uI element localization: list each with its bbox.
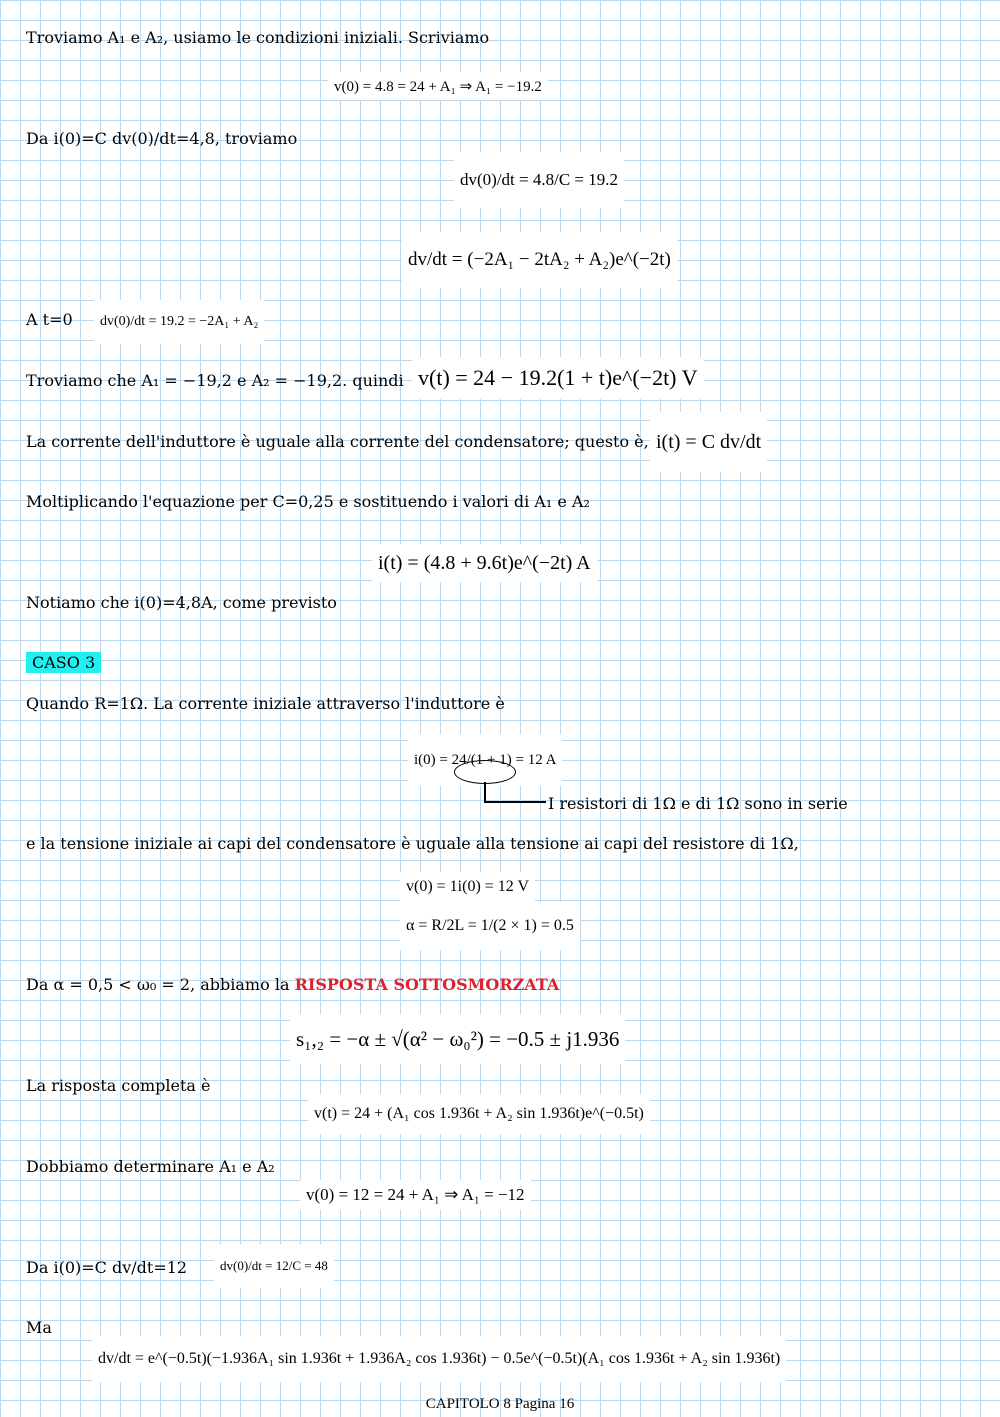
case-highlight: CASO 3 <box>26 652 101 673</box>
text-p13: Da i(0)=C dv/dt=12 <box>26 1258 188 1277</box>
equation-v0-12: v(0) = 1i(0) = 12 V <box>400 872 535 902</box>
equation-alpha: α = R/2L = 1/(2 × 1) = 0.5 <box>400 902 580 950</box>
equation-vt-solution: v(t) = 24 − 19.2(1 + t)e^(−2t) V <box>412 357 704 399</box>
text-ma: Ma <box>26 1318 52 1337</box>
text-p8: Quando R=1Ω. La corrente iniziale attraverso l'induttore è <box>26 694 505 713</box>
text-p7: Notiamo che i(0)=4,8A, come previsto <box>26 593 337 612</box>
equation-dvdt-underdamped: dv/dt = e^(−0.5t)(−1.936A₁ sin 1.936t + 1.936A₂ cos 1.936t) − 0.5e^(−0.5t)(A₁ cos 1.936t + A₂ sin 1.936t) <box>92 1336 786 1382</box>
ellipse-mark <box>454 760 516 784</box>
equation-i0: i(0) = 24/(1 + 1) = 12 A <box>408 734 562 786</box>
text-p2: Da i(0)=C dv(0)/dt=4,8, troviamo <box>26 129 298 148</box>
equation-dv-dt: dv/dt = (−2A₁ − 2tA₂ + A₂)e^(−2t) <box>402 232 677 288</box>
annotation-series: I resistori di 1Ω e di 1Ω sono in serie <box>548 794 848 813</box>
text-p12: Dobbiamo determinare A₁ e A₂ <box>26 1157 275 1176</box>
connector-vertical <box>484 782 486 802</box>
risposta-sottosmorzata: RISPOSTA SOTTOSMORZATA <box>294 975 560 994</box>
text-p4: Troviamo che A₁ = −19,2 e A₂ = −19,2. quindi <box>26 371 404 390</box>
equation-dv0-dt: dv(0)/dt = 4.8/C = 19.2 <box>454 152 624 208</box>
text-at-t0: A t=0 <box>26 310 73 329</box>
equation-t0: dv(0)/dt = 19.2 = −2A₁ + A₂ <box>94 300 264 344</box>
equation-v0: v(0) = 4.8 = 24 + A₁ ⇒ A₁ = −19.2 <box>328 72 548 100</box>
text-p5: La corrente dell'induttore è uguale alla corrente del condensatore; questo è, <box>26 432 649 451</box>
equation-vt-complete: v(t) = 24 + (A₁ cos 1.936t + A₂ sin 1.936t)e^(−0.5t) <box>308 1094 650 1134</box>
equation-v0-a1: v(0) = 12 = 24 + A₁ ⇒ A₁ = −12 <box>300 1180 531 1210</box>
text-p6: Moltiplicando l'equazione per C=0,25 e sostituendo i valori di A₁ e A₂ <box>26 492 590 511</box>
equation-it-c-dvdt: i(t) = C dv/dt <box>650 412 767 472</box>
equation-roots: s₁,₂ = −α ± √(α² − ω₀²) = −0.5 ± j1.936 <box>290 1014 625 1064</box>
text-p10-prefix: Da α = 0,5 < ω₀ = 2, abbiamo la <box>26 975 295 994</box>
connector-horizontal <box>484 801 546 803</box>
equation-dv0-48: dv(0)/dt = 12/C = 48 <box>214 1244 334 1288</box>
text-p9: e la tensione iniziale ai capi del condensatore è uguale alla tensione ai capi del resistore di 1Ω, <box>26 834 799 853</box>
equation-it-result: i(t) = (4.8 + 9.6t)e^(−2t) A <box>372 544 597 582</box>
page-footer: CAPITOLO 8 Pagina 16 <box>425 1396 575 1412</box>
text-p10 <box>26 975 559 995</box>
case-label <box>26 653 101 673</box>
text-p11: La risposta completa è <box>26 1076 211 1095</box>
text-p1: Troviamo A₁ e A₂, usiamo le condizioni iniziali. Scriviamo <box>26 28 490 47</box>
